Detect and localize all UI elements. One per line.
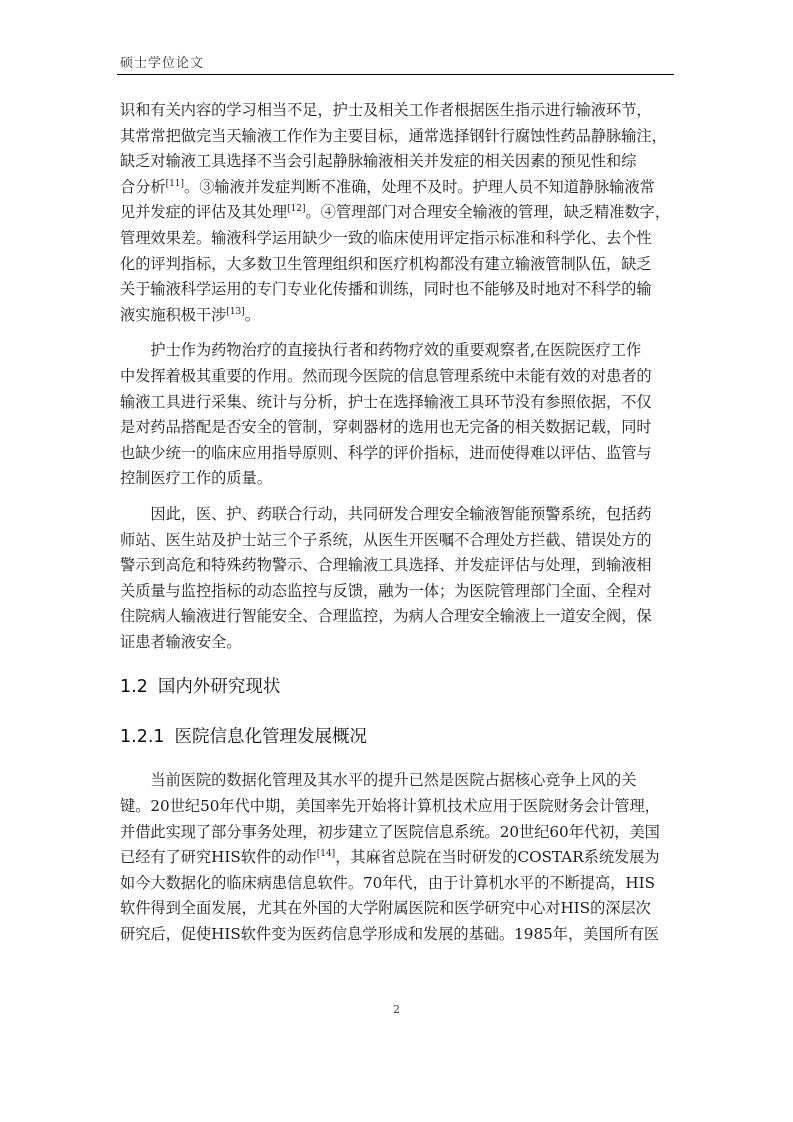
citation-ref: [13] <box>226 306 245 317</box>
text-line: 当前医院的数据化管理及其水平的提升已然是医院占据核心竞争上风的关 <box>120 771 637 790</box>
text-line: 如今大数据化的临床病患信息软件。70年代，由于计算机水平的不断提高，HIS <box>120 873 655 892</box>
citation-ref: [14] <box>316 849 336 860</box>
text-line: 证患者输液安全。 <box>120 632 242 651</box>
citation-ref: [11] <box>165 178 185 189</box>
text-line: 关质量与监控指标的动态监控与反馈，融为一体；为医院管理部门全面、全程对 <box>120 581 652 600</box>
text-line: 警示到高危和特殊药物警示、合理输液工具选择、并发症评估与处理，到输液相 <box>120 556 652 575</box>
subsection-heading <box>120 723 673 751</box>
section-heading <box>120 673 673 701</box>
citation-ref: [12] <box>287 204 306 215</box>
page-number: 2 <box>393 1003 400 1016</box>
text-line: 输液工具进行采集、统计与分析，护士在选择输液工具环节没有参照依据，不仅 <box>120 392 652 411</box>
text-line: 是对药品搭配是否安全的管制，穿刺器材的选用也无完备的相关数据记载，同时 <box>120 418 652 437</box>
subsection-number: 1.2.1 <box>120 727 165 748</box>
text-line: 已经有了研究HIS软件的动作[14]，其麻省总院在当时研发的COSTAR系统发展为 <box>120 848 660 867</box>
section-title: 国内外研究现状 <box>157 677 281 698</box>
text-line: 管理效果差。输液科学运用缺少一致的临床使用评定指示标准和科学化、去个性 <box>120 228 652 247</box>
text-line: 控制医疗工作的质量。 <box>120 469 272 488</box>
text-line: 关于输液科学运用的专门专业化传播和训练，同时也不能够及时地对不科学的输 <box>120 280 652 299</box>
text-line: 并借此实现了部分事务处理，初步建立了医院信息系统。20世纪60年代初，美国 <box>120 822 660 841</box>
text-line: 缺乏对输液工具选择不当会引起静脉输液相关并发症的相关因素的预见性和综 <box>120 152 637 171</box>
section-number: 1.2 <box>120 677 148 698</box>
text-line: 护士作为药物治疗的直接执行者和药物疗效的重要观察者,在医院医疗工作 <box>120 341 642 360</box>
text-line: 也缺少统一的临床应用指导原则、科学的评价指标，进而使得难以评估、监管与 <box>120 443 652 462</box>
text-line: 研究后，促使HIS软件变为医药信息学形成和发展的基础。1985年，美国所有医 <box>120 925 660 944</box>
paragraph-2 <box>120 338 673 492</box>
text-line: 液实施积极干涉[13]。 <box>120 305 260 324</box>
subsection-title: 医院信息化管理发展概况 <box>174 727 368 748</box>
text-line: 住院病人输液进行智能安全、合理监控，为病人合理安全输液上一道安全阀，保 <box>120 607 652 626</box>
text-line: 键。20世纪50年代中期，美国率先开始将计算机技术应用于医院财务会计管理， <box>120 797 660 816</box>
text-line: 其常常把做完当天输液工作作为主要目标，通常选择钢针行腐蚀性药品静脉输注， <box>120 126 667 145</box>
paragraph-4 <box>120 768 673 947</box>
running-header: 硕士学位论文 <box>120 56 205 71</box>
text-line: 师站、医生站及护士站三个子系统，从医生开医嘱不合理处方拦截、错误处方的 <box>120 530 652 549</box>
text-line: 见并发症的评估及其处理[12]。④管理部门对合理安全输液的管理，缺乏精准数字， <box>120 203 671 222</box>
text-line: 化的评判指标，大多数卫生管理组织和医疗机构都没有建立输液管制队伍，缺乏 <box>120 254 652 273</box>
page-body <box>120 98 673 948</box>
text-line: 识和有关内容的学习相当不足，护士及相关工作者根据医生指示进行输液环节， <box>120 101 652 119</box>
text-line: 因此，医、护、药联合行动，共同研发合理安全输液智能预警系统，包括药 <box>120 504 652 523</box>
text-line: 软件得到全面发展，尤其在外国的大学附属医院和医学研究中心对HIS的深层次 <box>120 899 651 918</box>
text-line: 合分析[11]。③输液并发症判断不准确，处理不及时。护理人员不知道静脉输液常 <box>120 177 655 196</box>
header-rule <box>117 74 674 75</box>
text-line: 中发挥着极其重要的作用。然而现今医院的信息管理系统中未能有效的对患者的 <box>120 366 652 385</box>
paragraph-3 <box>120 502 673 656</box>
paragraph-1 <box>120 98 673 328</box>
